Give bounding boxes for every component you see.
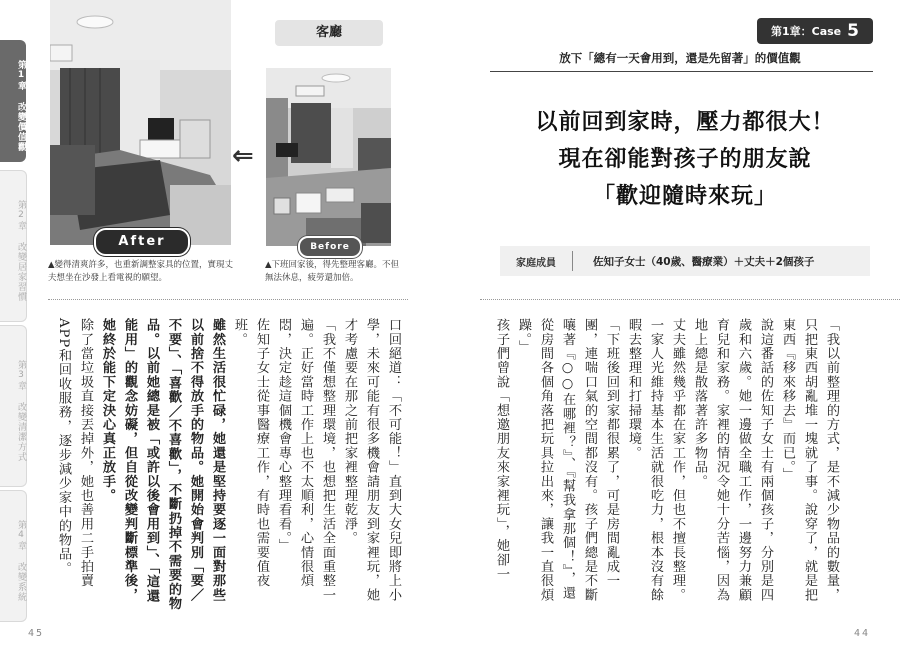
after-caption: ▲變得清爽許多，也重新調整家具的位置，實現丈夫想坐在沙發上看電視的願望。	[48, 260, 234, 283]
page-number: 44	[854, 628, 871, 639]
body-paragraph: 「我不僅想整理環境，也想把生活全面重整一遍。正好當時工作上也不太順利，心情很煩悶，決定趁這個機會專心整理看看。」	[276, 318, 335, 602]
arrow-left-icon: ⇐	[232, 141, 254, 171]
before-photo	[266, 68, 391, 246]
before-caption: ▲下班回家後，得先整理客廳。不但無法休息，疲勞還加倍。	[265, 260, 400, 283]
divider	[480, 299, 900, 300]
tab-label: 第4章 改變系統	[16, 520, 26, 602]
body-paragraph: 說這番話的佐知子女士有兩個孩子，分別是四歲和六歲。她一邊做全職工作，一邊努力兼顧育兒和家務。家裡的情況令她十分苦惱，因為地上總是散落著許多物品。	[692, 318, 773, 602]
body-paragraph-bold: 雖然生活很忙碌，她還是堅持要逐一面對那些以前捨不得放手的物品。她開始會判別「要／不要」、「喜歡／不喜歡」，不斷扔掉不需要的物品。以前她總是被「或許以後會用到」、「這還能用」的觀念妨礙，但自從改變判斷標準後，她終於能下定決心真正放手。	[100, 318, 225, 611]
body-paragraph: 除了當垃圾直接丟掉外，她也善用二手拍賣APP和回收服務，逐步減少家中的物品。	[56, 318, 93, 588]
body-paragraph: 孩子們曾說「想邀朋友來家裡玩」，她卻一	[494, 318, 509, 582]
family-label: 家庭成員	[516, 257, 556, 269]
right-body-text	[494, 318, 842, 614]
tab-chapter-2[interactable]	[0, 170, 27, 322]
family-value: 佐知子女士（40歲、醫療業）＋丈夫＋2個孩子	[593, 255, 815, 268]
tab-label: 第1章 改變價值觀	[16, 60, 26, 152]
after-label: After	[94, 228, 190, 256]
tab-chapter-1[interactable]	[0, 40, 26, 162]
page-number: 45	[28, 628, 45, 639]
chapter-tabs	[0, 0, 30, 661]
case-badge	[757, 18, 873, 44]
body-paragraph: 「我以前整理的方式，是不減少物品的數量，只把東西胡亂堆一塊就了事。說穿了，就是把東西『移來移去』而已。」	[780, 318, 839, 602]
subtitle: 放下「總有一天會用到，還是先留著」的價值觀	[559, 51, 801, 65]
after-photo	[50, 0, 231, 245]
headline-line: 現在卻能對孩子的朋友說	[558, 147, 812, 172]
headline-line: 以前回到家時，壓力都很大！	[535, 110, 835, 135]
tab-label: 第3章 改變清潔方式	[16, 360, 26, 462]
room-label: 客廳	[275, 20, 383, 46]
divider	[48, 299, 408, 300]
case-number: 5	[847, 21, 859, 41]
body-paragraph: 「下班後回到家都很累了，可是房間亂成一團，連喘口氣的空間都沒有。孩子們總是不斷嚷著『○○在哪裡？』、『幫我拿那個！』，還從房間各個角落把玩具拉出來，讓我一直很煩躁。」	[516, 318, 619, 602]
body-paragraph: 佐知子女士從事醫療工作，有時也需要值夜班。	[232, 318, 269, 588]
before-label: Before	[298, 236, 362, 258]
tab-label: 第2章 改變居家習慣	[16, 200, 26, 302]
tab-chapter-4[interactable]	[0, 490, 27, 622]
case-chapter: 第1章：Case	[770, 25, 842, 38]
body-paragraph: 丈夫雖然幾乎都在家工作，但也不擅長整理。一家人光維持基本生活就很吃力，根本沒有餘暇去整理和打掃環境。	[626, 318, 685, 602]
body-paragraph: 口回絕道：「不可能！」直到大女兒即將上小學，未來可能有很多機會請朋友到家裡玩，她才考慮要在那之前把家裡整理乾淨。	[342, 318, 401, 602]
family-members-bar	[500, 246, 870, 276]
headline	[480, 104, 890, 215]
tab-chapter-3[interactable]	[0, 325, 27, 487]
subtitle-rule	[490, 71, 873, 72]
left-body-text	[48, 318, 404, 614]
headline-line: 「歡迎隨時來玩」	[592, 184, 777, 209]
